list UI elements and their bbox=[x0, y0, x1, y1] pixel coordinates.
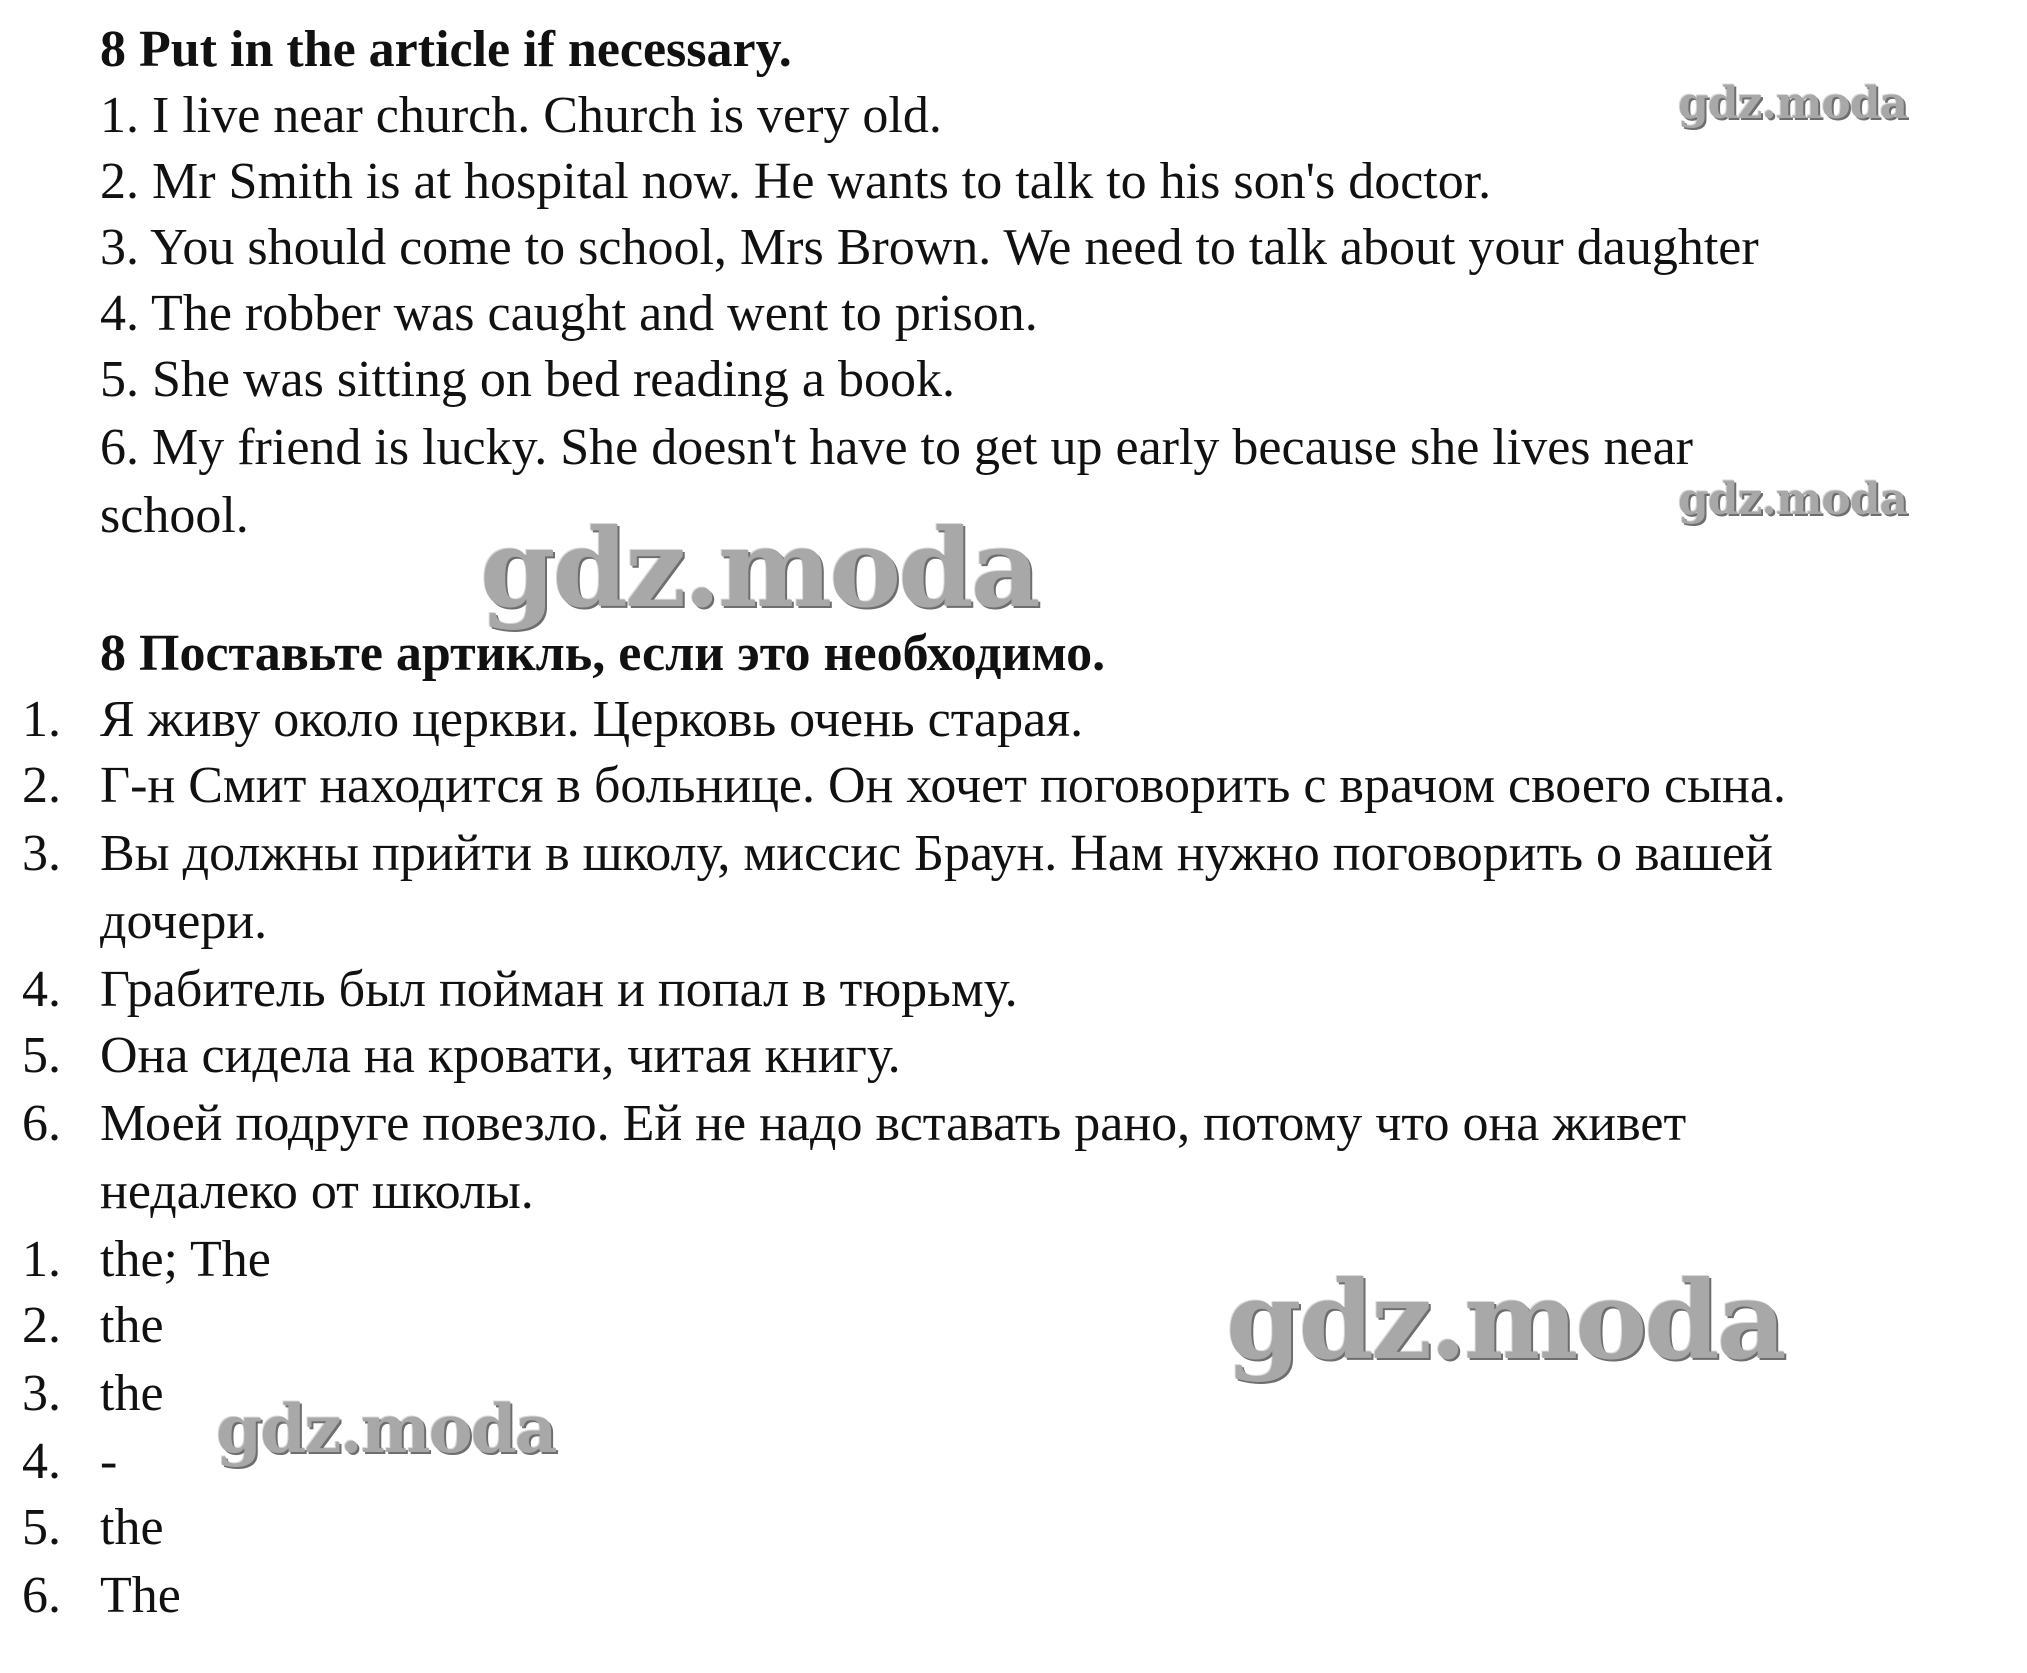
russian-item-4: Грабитель был пойман и попал в тюрьму. bbox=[100, 961, 1018, 1018]
russian-item-3: Вы должны прийти в школу, миссис Браун. Нам нужно поговорить о вашей bbox=[100, 825, 1773, 882]
english-item-5: 5. She was sitting on bed reading a book. bbox=[100, 351, 955, 408]
watermark: gdz.moda bbox=[216, 1390, 556, 1468]
watermark: gdz.moda bbox=[1678, 78, 1908, 129]
answer-4: - bbox=[100, 1433, 118, 1490]
english-item-6: 6. My friend is lucky. She doesn't have to get up early because she lives near bbox=[100, 419, 1693, 476]
russian-item-number: 3. bbox=[22, 825, 61, 882]
russian-item-2: Г-н Смит находится в больнице. Он хочет поговорить с врачом своего сына. bbox=[100, 757, 1786, 814]
answer-3: the bbox=[100, 1365, 164, 1422]
watermark: gdz.moda bbox=[1226, 1258, 1784, 1384]
russian-item-6-continued: недалеко от школы. bbox=[100, 1163, 534, 1220]
answer-number: 6. bbox=[22, 1567, 61, 1624]
english-item-1: 1. I live near church. Church is very old. bbox=[100, 87, 942, 144]
english-item-6-continued: school. bbox=[100, 487, 249, 544]
answer-5: the bbox=[100, 1499, 164, 1556]
russian-item-number: 1. bbox=[22, 691, 61, 748]
answer-number: 3. bbox=[22, 1365, 61, 1422]
english-item-2: 2. Mr Smith is at hospital now. He wants to talk to his son's doctor. bbox=[100, 153, 1492, 210]
russian-heading: 8 Поставьте артикль, если это необходимо. bbox=[100, 625, 1106, 682]
russian-item-number: 2. bbox=[22, 757, 61, 814]
russian-item-number: 6. bbox=[22, 1095, 61, 1152]
russian-item-number: 5. bbox=[22, 1027, 61, 1084]
russian-item-1: Я живу около церкви. Церковь очень старая. bbox=[100, 691, 1084, 748]
answer-6: The bbox=[100, 1567, 181, 1624]
answer-number: 2. bbox=[22, 1297, 61, 1354]
watermark: gdz.moda bbox=[1678, 474, 1908, 525]
russian-item-5: Она сидела на кровати, читая книгу. bbox=[100, 1027, 901, 1084]
answer-number: 4. bbox=[22, 1433, 61, 1490]
watermark: gdz.moda bbox=[480, 506, 1038, 632]
english-item-3: 3. You should come to school, Mrs Brown. We need to talk about your daughter bbox=[100, 219, 1759, 276]
english-item-4: 4. The robber was caught and went to prison. bbox=[100, 285, 1038, 342]
russian-item-6: Моей подруге повезло. Ей не надо вставать рано, потому что она живет bbox=[100, 1095, 1687, 1152]
russian-item-3-continued: дочери. bbox=[100, 893, 268, 950]
answer-number: 5. bbox=[22, 1499, 61, 1556]
answer-number: 1. bbox=[22, 1231, 61, 1288]
english-heading: 8 Put in the article if necessary. bbox=[100, 21, 792, 78]
russian-item-number: 4. bbox=[22, 961, 61, 1018]
answer-2: the bbox=[100, 1297, 164, 1354]
answer-1: the; The bbox=[100, 1231, 271, 1288]
